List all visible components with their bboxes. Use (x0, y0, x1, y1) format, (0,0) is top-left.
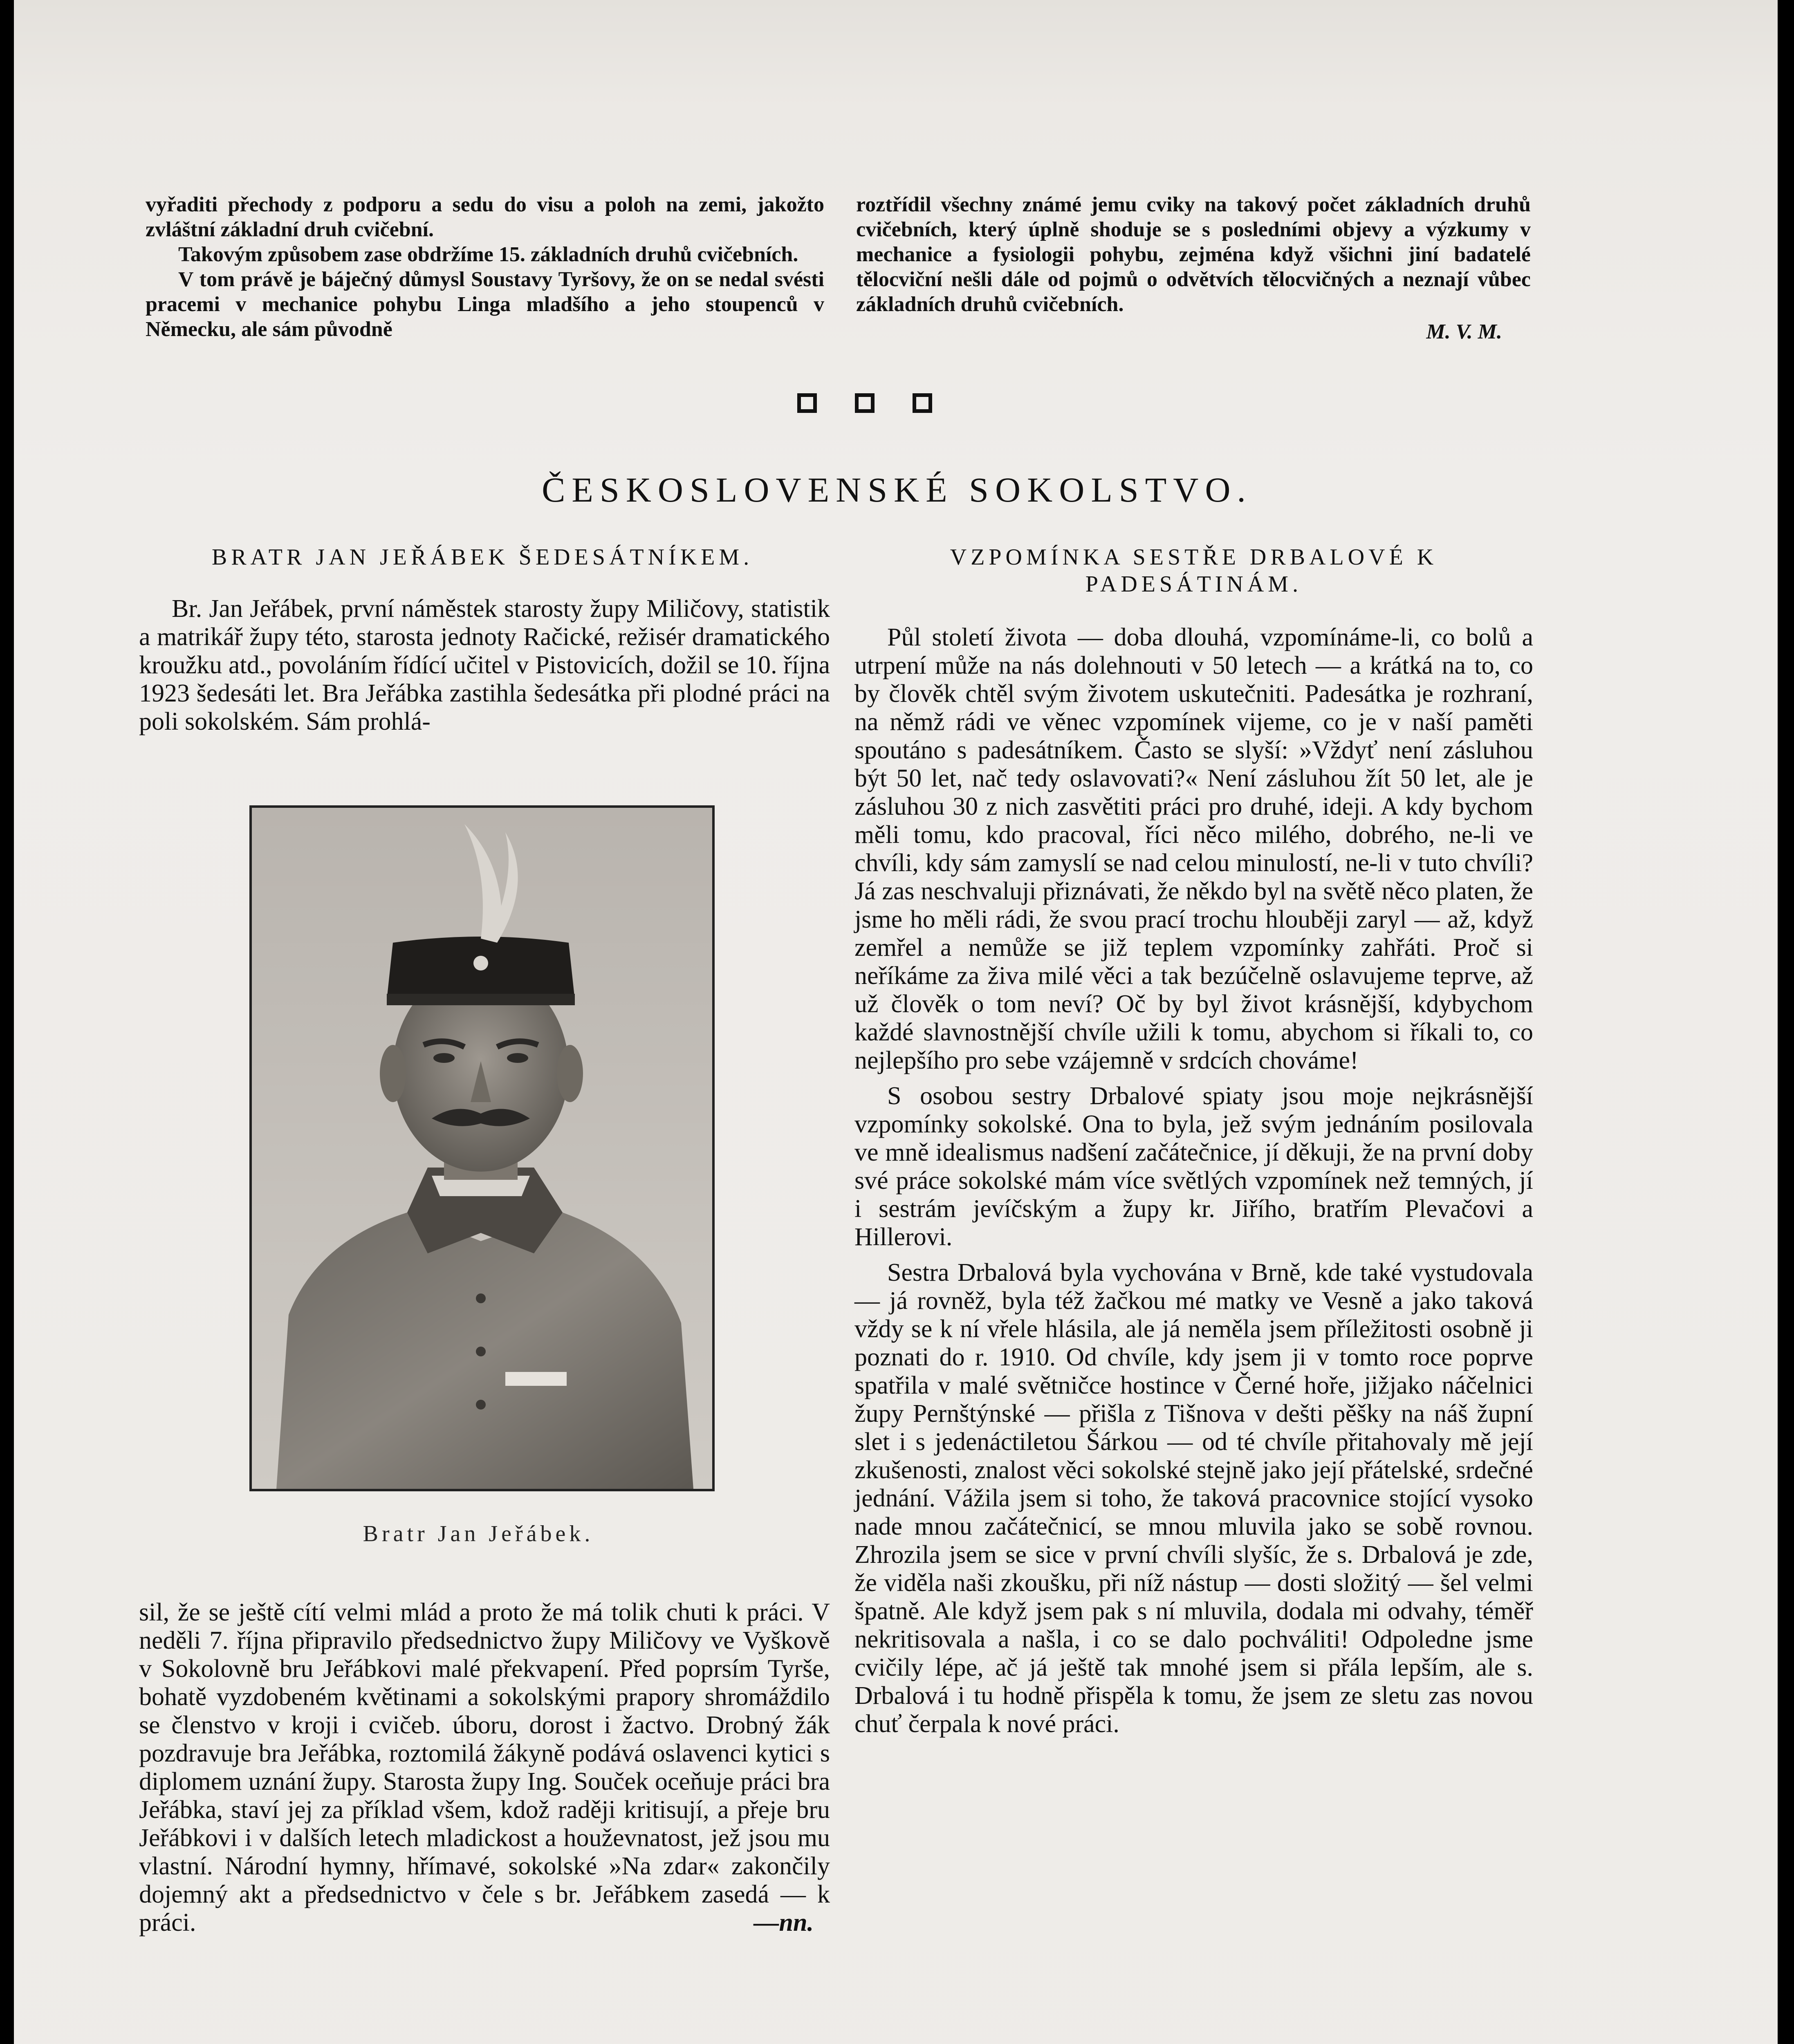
right-article-body (854, 623, 1533, 1738)
left-article-paragraph: Br. Jan Jeřábek, první náměstek starosty župy Miličovy, statistik a matrikář župy této, starosta jednoty Račické, režisér dramatického kroužku atd., povoláním řídící učitel v Pistovicích, dožil se 10. října 1923 šedesáti let. Bra Jeřábka zastihla šedesátka při plodné práci na poli sokolském. Sám prohlá- (139, 595, 830, 735)
right-article-paragraph: Půl století života — doba dlouhá, vzpomínáme-li, co bolů a utrpení může na nás dolehnouti v 50 letech — a krátká na to, co by člověk chtěl svým životem uskutečniti. Padesátka je rozhraní, na němž rádi ve věnec vzpomínek vijeme, co je v naší paměti spoutáno s padesátníkem. Často se slyší: »Vždyť není zásluhou být 50 let, nač tedy oslavovati?« Není zásluhou žít 50 let, ale je zásluhou 30 z nich zasvětiti práci pro druhé, ideji. A kdy bychom měli tomu, kdo pracoval, říci něco milého, dobrého, ne-li ve chvíli, kdy sám zamyslí se nad celou minulostí, ne-li v tuto chvíli? Já zas neschvaluji přiznávati, že někdo byl na světě něco platen, že jsme ho měli rádi, že svou prací trochu hlouběji zaryl — až, když zemřel a nemůže se již teplem vzpomínky zahřáti. Proč si neříkáme za živa milé věci a tak bezúčelně oslavujeme teprve, až už člověk o tom neví? Oč by byl život krásnější, kdybychom každé slavnostnější chvíle užili k tomu, abychom si říkali to, co nejlepšího pro sebe vzájemně v srdcích chováme! (854, 623, 1533, 1074)
top-right-paragraph: roztřídil všechny známé jemu cviky na takový počet základních druhů cvičebních, který úplně shoduje se s posledními objevy a výzkumy v mechanice a fysiologii pohybu, zejména když všichni jiní badatelé tělocviční nešli dále od pojmů o odvětvích tělocvičných a neznají vůbec základních druhů cvičebních. (856, 193, 1531, 316)
top-left-paragraph: vyřaditi přechody z podporu a sedu do visu a poloh na zemi, jakožto zvláštní základní druh cvičební. (146, 193, 824, 241)
left-article-title: BRATR JAN JEŘÁBEK ŠEDESÁTNÍKEM. (211, 545, 753, 570)
ornament-square (913, 393, 932, 413)
right-article-title: VZPOMÍNKA SESTŘE DRBALOVÉ K PADESÁTINÁM. (950, 545, 1438, 597)
section-ornament (797, 393, 932, 418)
portrait-photo-drawing (252, 808, 712, 1489)
top-signature: M. V. M. (1426, 320, 1502, 343)
left-article-intro (139, 595, 830, 736)
portrait-photo (249, 805, 715, 1491)
scan-border-right (1778, 0, 1794, 2044)
ornament-square (855, 393, 875, 413)
left-article-continuation (139, 1598, 830, 1937)
section-title: ČESKOSLOVENSKÉ SOKOLSTVO. (542, 470, 1252, 509)
scan-border-left (0, 0, 14, 2044)
top-left-paragraph: V tom právě je báječný důmysl Soustavy Tyršovy, že on se nedal svésti pracemi v mechanice pohybu Linga mladšího a jeho stoupenců v Německu, ale sám původně (146, 268, 824, 341)
right-article-paragraph: S osobou sestry Drbalové spiaty jsou moje nejkrásnější vzpomínky sokolské. Ona to byla, jež svým jednáním posilovala ve mně idealismus nadšení začátečnice, jí děkuji, že na první doby své práce sokolské mám více světlých vzpomínek než temných, jí i sestrám jevíčským a župy kr. Jiřího, bratřím Plevačovi a Hillerovi. (854, 1082, 1533, 1251)
top-right-column (856, 192, 1531, 344)
top-left-paragraph: Takovým způsobem zase obdržíme 15. základních druhů cvičebních. (178, 243, 798, 266)
photo-caption: Bratr Jan Jeřábek. (363, 1521, 594, 1546)
right-article-paragraph: Sestra Drbalová byla vychována v Brně, kde také vystudovala — já rovněž, byla též žačkou mé matky ve Vesně a jako taková vždy se k ní vřele hlásila, ale já neměla jsem příležitosti osobně ji poznati do r. 1910. Od chvíle, kdy jsem ji v tomto roce poprve spatřila v malé světničce hostince v Černé hoře, jižjako náčelnici župy Pernštýnské — přišla z Tišnova v dešti pěšky na náš župní slet i s jedenáctiletou Šárkou — od té chvíle přitahovaly mě její zkušenosti, znalost věci sokolské stejně jako její přátelské, srdečné jednání. Vážila jsem si toho, že taková pracovnice stojící vysoko nade mnou začátečnicí, se mnou mluvila jako se sobě rovnou. Zhrozila jsem se sice v první chvíli slyšíc, že s. Drbalová je zde, že viděla naši zkoušku, při níž nástup — dosti složitý — šel velmi špatně. Ale když jsem pak s ní mluvila, dodala mi odvahy, téměř nekritisovala a našla, i co se dalo pochváliti! Odpoledne jsme cvičily lépe, ač já ještě tak mnohé jsem si přála lepším, ale s. Drbalová i tu hodně přispěla k tomu, že jsem ze sletu zas novou chuť čerpala k nové práci. (854, 1259, 1533, 1738)
left-article-paragraph: sil, že se ještě cítí velmi mlád a proto že má tolik chuti k práci. V neděli 7. října připravilo předsednictvo župy Miličovy ve Vyškově v Sokolovně bru Jeřábkovi malé překvapení. Před poprsím Tyrše, bohatě vyzdobeném květinami a sokolskými prapory shromáždilo se členstvo v kroji i cvičeb. úboru, dorost i žactvo. Drobný žák pozdravuje bra Jeřábka, roztomilá žákyně podává oslavenci kytici s diplomem uznání župy. Starosta župy Ing. Souček oceňuje práci bra Jeřábka, staví jej za příklad všem, kdož raději kritisují, a přeje bru Jeřábkovi i v dalších letech mladickost a houževnatost, jež jsou mu vlastní. Národní hymny, hřímavé, sokolské »Na zdar« zakončily dojemný akt a předsednictvo v čele s br. Jeřábkem zasedá — k práci. (139, 1598, 830, 1936)
left-article-signature: —nn. (753, 1909, 814, 1936)
top-left-column (146, 192, 824, 342)
ornament-square (797, 393, 817, 413)
